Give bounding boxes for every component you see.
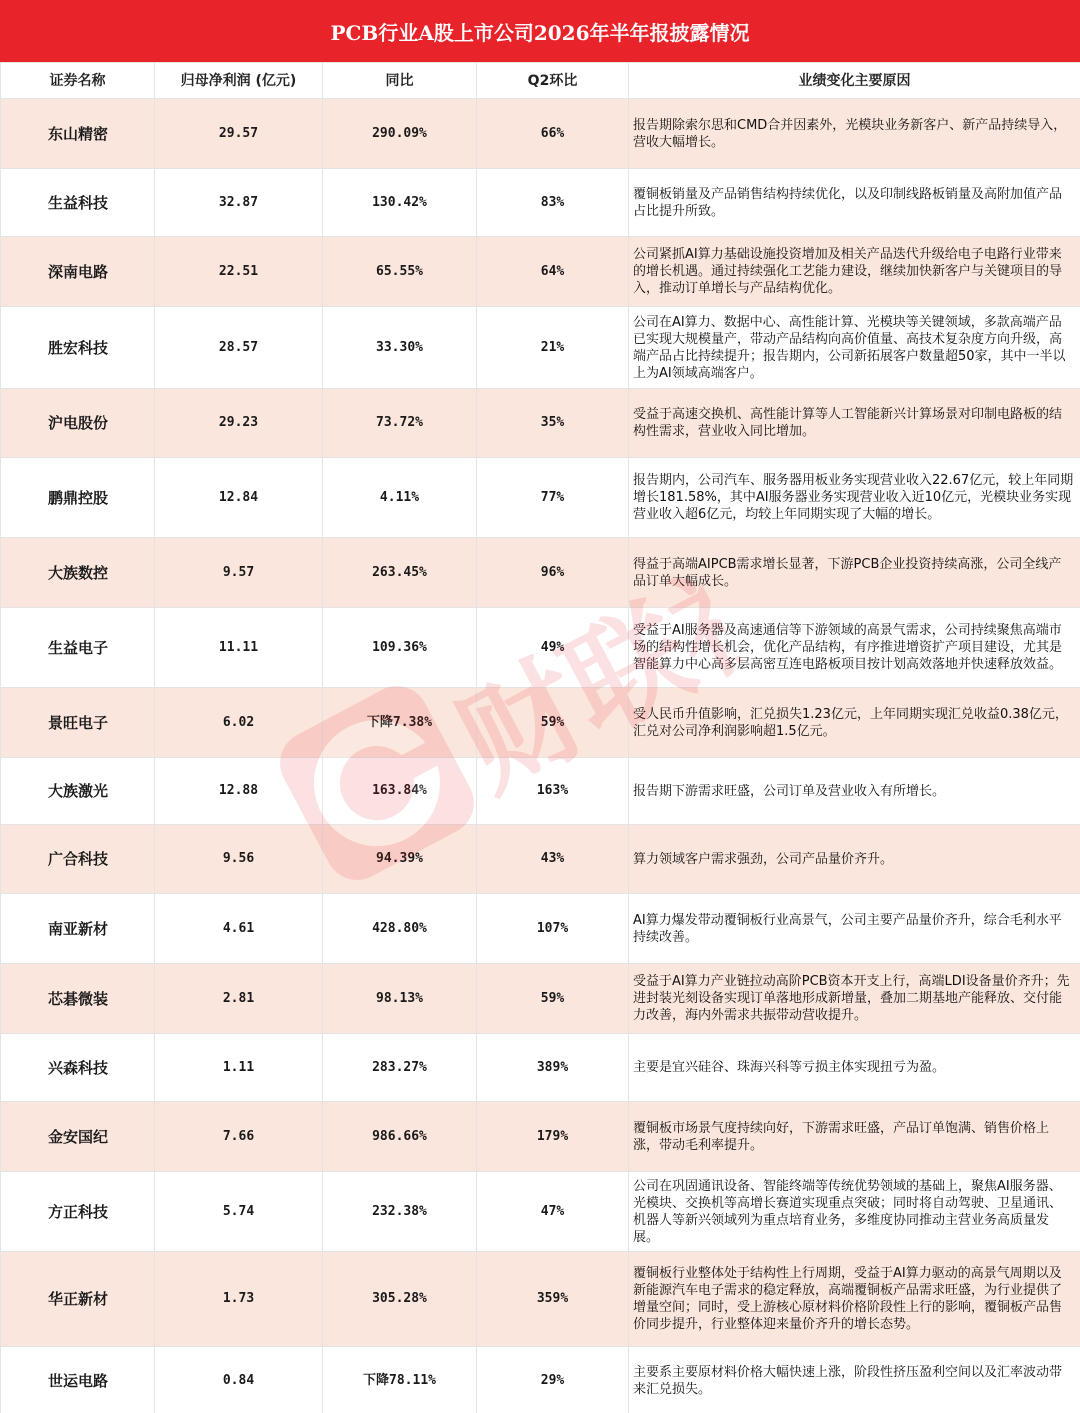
company-name-cell: 方正科技 [1, 1172, 155, 1252]
net-profit-cell: 5.74 [155, 1172, 323, 1252]
company-name-cell: 生益电子 [1, 608, 155, 688]
q2-qoq-cell: 107% [477, 894, 629, 964]
net-profit-cell: 22.51 [155, 237, 323, 307]
q2-qoq-cell: 47% [477, 1172, 629, 1252]
q2-qoq-cell: 359% [477, 1252, 629, 1347]
reason-cell: 公司在巩固通讯设备、智能终端等传统优势领域的基础上，聚焦AI服务器、光模块、交换机等高增长赛道实现重点突破；同时将自动驾驶、卫星通讯、机器人等新兴领域列为重点培育业务，多维度协同推动主营业务高质量发展。 [629, 1172, 1080, 1252]
q2-qoq-cell: 59% [477, 964, 629, 1034]
net-profit-cell: 7.66 [155, 1102, 323, 1172]
table-row [1, 894, 1080, 964]
reason-cell: 得益于高端AIPCB需求增长显著，下游PCB企业投资持续高涨，公司全线产品订单大幅成长。 [629, 538, 1080, 608]
page-title: PCB行业A股上市公司2026年半年报披露情况 [0, 0, 1080, 62]
net-profit-cell: 9.56 [155, 825, 323, 894]
table-row [1, 538, 1080, 608]
reason-cell: 公司在AI算力、数据中心、高性能计算、光模块等关键领域，多款高端产品已实现大规模量产，带动产品结构向高价值量、高技术复杂度方向升级，高端产品占比持续提升；报告期内，公司新拓展客户数量超50家，其中一半以上为AI领域高端客户。 [629, 307, 1080, 389]
yoy-cell: 65.55% [323, 237, 477, 307]
company-name-cell: 景旺电子 [1, 688, 155, 758]
table-row [1, 1172, 1080, 1252]
table-row [1, 608, 1080, 688]
table-row [1, 237, 1080, 307]
net-profit-cell: 12.88 [155, 758, 323, 825]
q2-qoq-cell: 163% [477, 758, 629, 825]
yoy-cell: 94.39% [323, 825, 477, 894]
yoy-cell: 305.28% [323, 1252, 477, 1347]
reason-cell: 受益于高速交换机、高性能计算等人工智能新兴计算场景对印制电路板的结构性需求，营业收入同比增加。 [629, 389, 1080, 458]
company-name-cell: 金安国纪 [1, 1102, 155, 1172]
company-name-cell: 沪电股份 [1, 389, 155, 458]
pcb-disclosure-table [0, 62, 1080, 1413]
net-profit-cell: 32.87 [155, 169, 323, 237]
table-row [1, 825, 1080, 894]
net-profit-cell: 11.11 [155, 608, 323, 688]
reason-cell: 主要系主要原材料价格大幅快速上涨，阶段性挤压盈利空间以及汇率波动带来汇兑损失。 [629, 1347, 1080, 1413]
company-name-cell: 世运电路 [1, 1347, 155, 1413]
net-profit-cell: 28.57 [155, 307, 323, 389]
net-profit-cell: 0.84 [155, 1347, 323, 1413]
company-name-cell: 芯碁微装 [1, 964, 155, 1034]
header-q2-qoq: Q2环比 [477, 63, 629, 99]
net-profit-cell: 29.23 [155, 389, 323, 458]
net-profit-cell: 4.61 [155, 894, 323, 964]
net-profit-cell: 9.57 [155, 538, 323, 608]
company-name-cell: 东山精密 [1, 99, 155, 169]
yoy-cell: 263.45% [323, 538, 477, 608]
yoy-cell: 4.11% [323, 458, 477, 538]
company-name-cell: 鹏鼎控股 [1, 458, 155, 538]
table-row [1, 389, 1080, 458]
net-profit-cell: 6.02 [155, 688, 323, 758]
net-profit-cell: 1.73 [155, 1252, 323, 1347]
q2-qoq-cell: 43% [477, 825, 629, 894]
reason-cell: 报告期除索尔思和CMD合并因素外，光模块业务新客户、新产品持续导入，营收大幅增长。 [629, 99, 1080, 169]
q2-qoq-cell: 83% [477, 169, 629, 237]
yoy-cell: 232.38% [323, 1172, 477, 1252]
q2-qoq-cell: 96% [477, 538, 629, 608]
header-security-name: 证券名称 [1, 63, 155, 99]
company-name-cell: 兴森科技 [1, 1034, 155, 1102]
reason-cell: 报告期内，公司汽车、服务器用板业务实现营业收入22.67亿元，较上年同期增长181.58%，其中AI服务器业务实现营业收入近10亿元，光模块业务实现营业收入超6亿元，均较上年同期实现了大幅的增长。 [629, 458, 1080, 538]
reason-cell: 报告期下游需求旺盛，公司订单及营业收入有所增长。 [629, 758, 1080, 825]
company-name-cell: 大族激光 [1, 758, 155, 825]
reason-cell: AI算力爆发带动覆铜板行业高景气，公司主要产品量价齐升，综合毛利水平持续改善。 [629, 894, 1080, 964]
q2-qoq-cell: 21% [477, 307, 629, 389]
company-name-cell: 生益科技 [1, 169, 155, 237]
yoy-cell: 130.42% [323, 169, 477, 237]
q2-qoq-cell: 66% [477, 99, 629, 169]
table-row [1, 307, 1080, 389]
header-net-profit: 归母净利润 (亿元) [155, 63, 323, 99]
reason-cell: 受益于AI算力产业链拉动高阶PCB资本开支上行，高端LDI设备量价齐升；先进封装光刻设备实现订单落地形成新增量，叠加二期基地产能释放、交付能力改善，海内外需求共振带动营收提升。 [629, 964, 1080, 1034]
company-name-cell: 南亚新材 [1, 894, 155, 964]
reason-cell: 主要是宜兴硅谷、珠海兴科等亏损主体实现扭亏为盈。 [629, 1034, 1080, 1102]
yoy-cell: 33.30% [323, 307, 477, 389]
net-profit-cell: 29.57 [155, 99, 323, 169]
yoy-cell: 428.80% [323, 894, 477, 964]
yoy-cell: 986.66% [323, 1102, 477, 1172]
q2-qoq-cell: 64% [477, 237, 629, 307]
q2-qoq-cell: 49% [477, 608, 629, 688]
q2-qoq-cell: 29% [477, 1347, 629, 1413]
yoy-cell: 163.84% [323, 758, 477, 825]
reason-cell: 受人民币升值影响，汇兑损失1.23亿元，上年同期实现汇兑收益0.38亿元，汇兑对公司净利润影响超1.5亿元。 [629, 688, 1080, 758]
table-row [1, 169, 1080, 237]
yoy-cell: 下降78.11% [323, 1347, 477, 1413]
yoy-cell: 290.09% [323, 99, 477, 169]
company-name-cell: 广合科技 [1, 825, 155, 894]
table-row [1, 458, 1080, 538]
yoy-cell: 109.36% [323, 608, 477, 688]
reason-cell: 算力领域客户需求强劲，公司产品量价齐升。 [629, 825, 1080, 894]
net-profit-cell: 1.11 [155, 1034, 323, 1102]
yoy-cell: 下降7.38% [323, 688, 477, 758]
company-name-cell: 胜宏科技 [1, 307, 155, 389]
q2-qoq-cell: 389% [477, 1034, 629, 1102]
reason-cell: 覆铜板市场景气度持续向好，下游需求旺盛，产品订单饱满、销售价格上涨，带动毛利率提升。 [629, 1102, 1080, 1172]
company-name-cell: 华正新材 [1, 1252, 155, 1347]
company-name-cell: 大族数控 [1, 538, 155, 608]
q2-qoq-cell: 179% [477, 1102, 629, 1172]
reason-cell: 覆铜板行业整体处于结构性上行周期，受益于AI算力驱动的高景气周期以及新能源汽车电子需求的稳定释放，高端覆铜板产品需求旺盛，为行业提供了增量空间；同时，受上游核心原材料价格阶段性上行的影响，覆铜板产品售价同步提升，行业整体迎来量价齐升的增长态势。 [629, 1252, 1080, 1347]
yoy-cell: 283.27% [323, 1034, 477, 1102]
table-row [1, 1034, 1080, 1102]
table-header-row [1, 63, 1080, 99]
reason-cell: 公司紧抓AI算力基础设施投资增加及相关产品迭代升级给电子电路行业带来的增长机遇。通过持续强化工艺能力建设，继续加快新客户与关键项目的导入，推动订单增长与产品结构优化。 [629, 237, 1080, 307]
reason-cell: 受益于AI服务器及高速通信等下游领域的高景气需求，公司持续聚焦高端市场的结构性增长机会，优化产品结构，有序推进增资扩产项目建设，尤其是智能算力中心高多层高密互连电路板项目按计划高效落地并快速释放效益。 [629, 608, 1080, 688]
header-reason: 业绩变化主要原因 [629, 63, 1080, 99]
q2-qoq-cell: 35% [477, 389, 629, 458]
table-body [1, 99, 1080, 1413]
table-row [1, 688, 1080, 758]
yoy-cell: 73.72% [323, 389, 477, 458]
table-row [1, 758, 1080, 825]
net-profit-cell: 12.84 [155, 458, 323, 538]
table-row [1, 1102, 1080, 1172]
company-name-cell: 深南电路 [1, 237, 155, 307]
header-yoy: 同比 [323, 63, 477, 99]
table-row [1, 964, 1080, 1034]
table-row [1, 1347, 1080, 1413]
table-row [1, 1252, 1080, 1347]
q2-qoq-cell: 77% [477, 458, 629, 538]
q2-qoq-cell: 59% [477, 688, 629, 758]
reason-cell: 覆铜板销量及产品销售结构持续优化，以及印制线路板销量及高附加值产品占比提升所致。 [629, 169, 1080, 237]
net-profit-cell: 2.81 [155, 964, 323, 1034]
yoy-cell: 98.13% [323, 964, 477, 1034]
table-row [1, 99, 1080, 169]
